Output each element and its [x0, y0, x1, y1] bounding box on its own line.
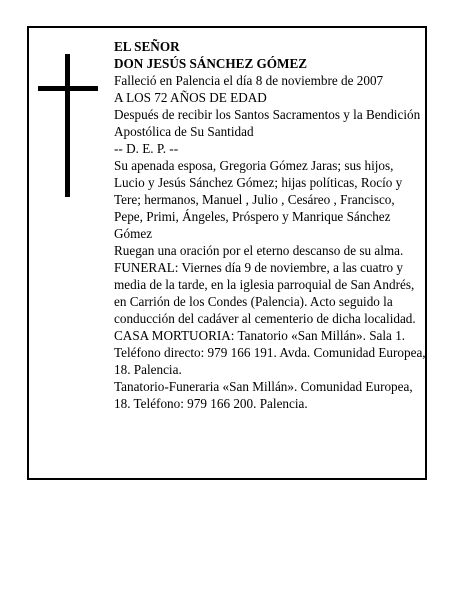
mortuary-paragraph: CASA MORTUORIA: Tanatorio «San Millán». Sala 1. Teléfono directo: 979 166 191. Avda. Comunidad Europea, 18. Palencia.: [114, 328, 426, 377]
funeral-home-paragraph: Tanatorio-Funeraria «San Millán». Comunidad Europea, 18. Teléfono: 979 166 200. Palencia.: [114, 379, 413, 411]
deceased-name: DON JESÚS SÁNCHEZ GÓMEZ: [114, 56, 308, 71]
cross-horizontal-bar: [38, 86, 98, 91]
rip-line: -- D. E. P. --: [114, 141, 179, 156]
death-date-line: Falleció en Palencia el día 8 de noviembre de 2007: [114, 73, 384, 88]
heading-title: EL SEÑOR: [114, 39, 180, 54]
cross-vertical-bar: [65, 54, 70, 197]
obituary-text: [114, 38, 426, 412]
sacraments-paragraph: Después de recibir los Santos Sacramentos y la Bendición Apostólica de Su Santidad: [114, 107, 421, 139]
prayer-line: Ruegan una oración por el eterno descanso de su alma.: [114, 243, 404, 258]
age-line: A LOS 72 AÑOS DE EDAD: [114, 90, 267, 105]
latin-cross-icon: [38, 54, 98, 197]
family-paragraph: Su apenada esposa, Gregoria Gómez Jaras; sus hijos, Lucio y Jesús Sánchez Gómez; hijas políticas, Rocío y Tere; hermanos, Manuel , Julio , Cesáreo , Francisco, Pepe, Primi, Ángeles, Próspero y Manrique Sánchez Gómez: [114, 158, 403, 241]
funeral-paragraph: FUNERAL: Viernes día 9 de noviembre, a las cuatro y media de la tarde, en la iglesia parroquial de San Andrés, en Carrión de los Condes (Palencia). Acto seguido la conducción del cadáver al cementerio de dicha localidad.: [114, 260, 416, 326]
